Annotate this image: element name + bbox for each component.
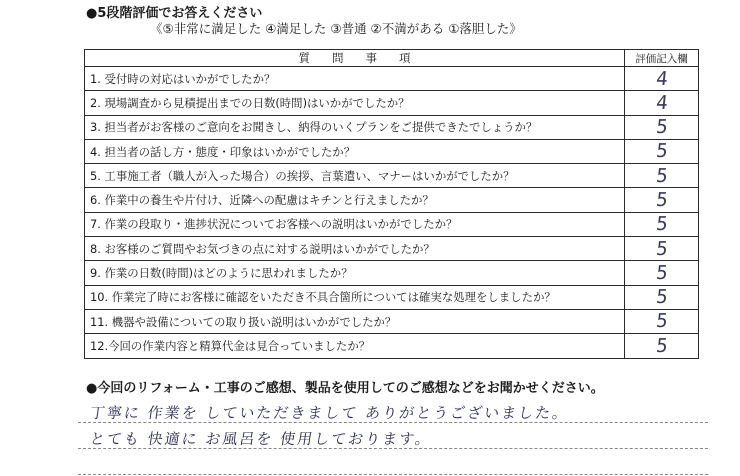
rating-scale: 《⑤非常に満足した ④満足した ③普通 ②不満がある ①落胆した》 (150, 21, 522, 36)
table-row (85, 334, 699, 358)
question-text: 9. 作業の日数(時間)はどのように思われましたか？ (85, 261, 625, 285)
table-row (85, 237, 699, 261)
question-text: 8. お客様のご質問やお気づきの点に対する説明はいかがでしたか？ (85, 237, 625, 261)
comment-line: 丁寧に 作業を していただきまして ありがとうございました。 (88, 404, 571, 422)
rating-value[interactable]: 5 (623, 261, 700, 285)
comment-field[interactable] (78, 398, 708, 476)
table-row (85, 188, 699, 212)
question-text: 6. 作業中の養生や片付け、近隣への配慮はキチンと行えましたか？ (85, 188, 625, 212)
table-row (85, 139, 699, 163)
rating-heading: ●5段階評価でお答えください (86, 6, 263, 21)
table-row (85, 212, 699, 236)
rating-value[interactable]: 5 (623, 188, 700, 212)
rating-value[interactable]: 5 (623, 285, 700, 309)
rating-column-header: 評価記入欄 (625, 50, 699, 67)
rating-value[interactable]: 5 (623, 164, 700, 188)
table-row (85, 309, 699, 333)
comment-line: とても 快適に お風呂を 使用しております。 (88, 430, 434, 448)
question-column-header: 質問事項 (85, 50, 625, 67)
table-row (85, 261, 699, 285)
rating-value[interactable]: 5 (623, 139, 700, 163)
table-row (85, 285, 699, 309)
question-text: 1. 受付時の対応はいかがでしたか？ (85, 67, 625, 91)
comment-rule-line (78, 474, 708, 475)
question-text: 7. 作業の段取り・進捗状況についてお客様への説明はいかがでしたか？ (85, 212, 625, 236)
question-text: 5. 工事施工者（職人が入った場合）の挨拶、言葉遣い、マナーはいかがでしたか？ (85, 164, 625, 188)
rating-value[interactable]: 5 (623, 115, 700, 139)
comment-heading: ●今回のリフォーム・工事のご感想、製品を使用してのご感想などをお聞かせください。 (86, 381, 604, 396)
rating-value[interactable]: 5 (623, 334, 700, 358)
table-header-row (85, 50, 699, 67)
rating-value[interactable]: 4 (623, 67, 700, 91)
table-row (85, 67, 699, 91)
question-text: 12.今回の作業内容と精算代金は見合っていましたか？ (85, 334, 625, 358)
question-text: 2. 現場調査から見積提出までの日数(時間)はいかがでしたか？ (85, 91, 625, 115)
question-text: 11. 機器や設備についての取り扱い説明はいかがでしたか？ (85, 309, 625, 333)
question-text: 10. 作業完了時にお客様に確認をいただき不具合箇所については確実な処理をしましたか？ (85, 285, 625, 309)
rating-value[interactable]: 5 (623, 212, 700, 236)
rating-value[interactable]: 4 (623, 91, 700, 115)
survey-table (84, 49, 699, 359)
rating-value[interactable]: 5 (623, 309, 700, 333)
rating-value[interactable]: 5 (623, 237, 700, 261)
table-row (85, 164, 699, 188)
question-text: 4. 担当者の話し方・態度・印象はいかがでしたか？ (85, 139, 625, 163)
table-row (85, 91, 699, 115)
question-text: 3. 担当者がお客様のご意向をお聞きし、納得のいくプランをご提供できたでしょうか？ (85, 115, 625, 139)
table-row (85, 115, 699, 139)
